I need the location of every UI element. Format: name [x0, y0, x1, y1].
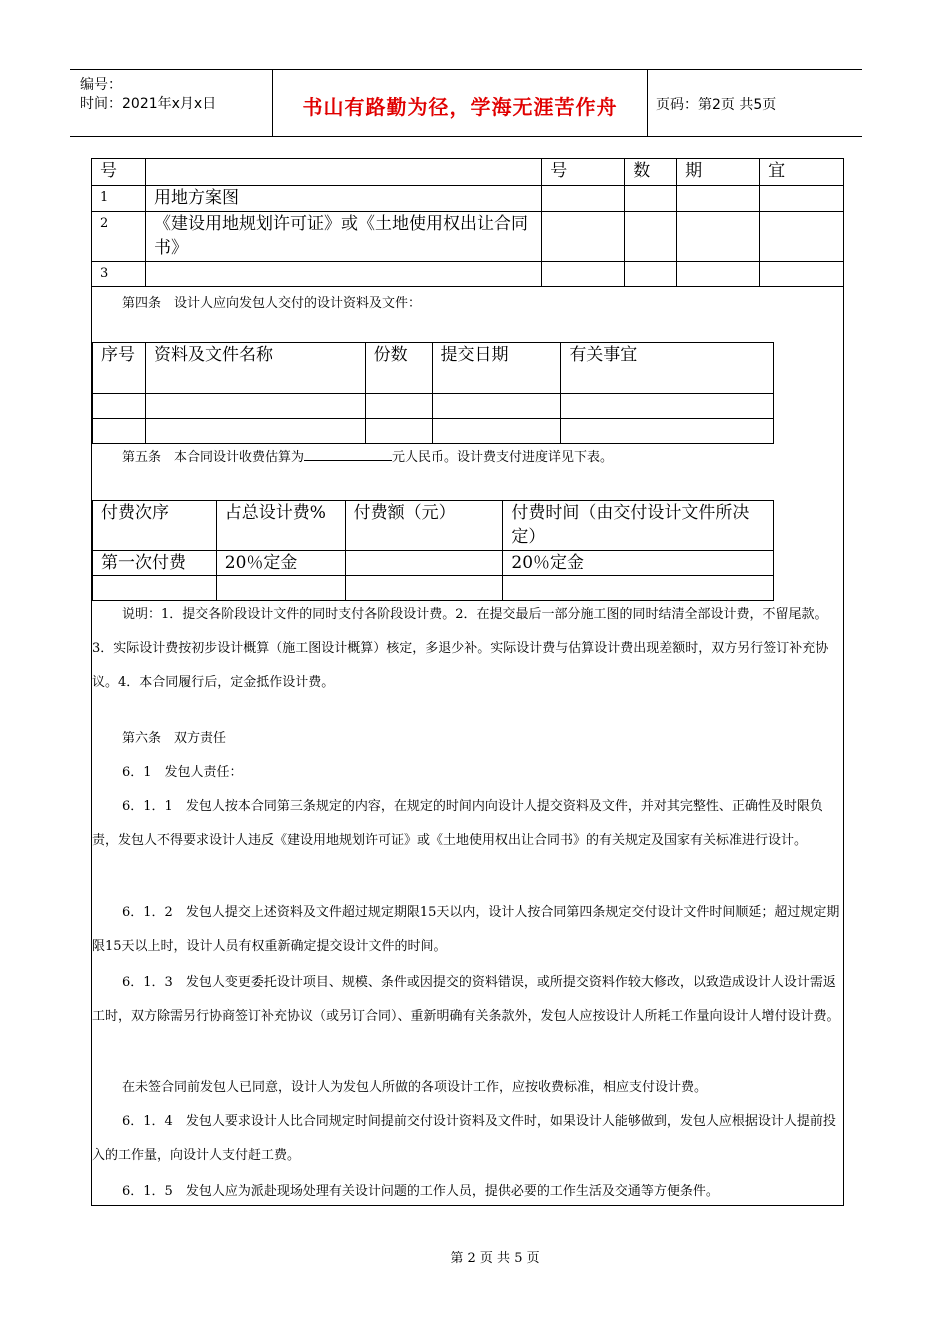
table-row: [93, 394, 774, 419]
document-number-label: 编号：: [80, 77, 122, 93]
table-header-cell: 序号: [93, 343, 146, 394]
table-row: [92, 262, 844, 287]
payment-schedule-table: [92, 500, 774, 601]
table-header-cell: 占总设计费%: [216, 501, 345, 551]
article-5-text: 元人民币。设计费支付进度详见下表。: [392, 450, 614, 465]
deliverables-table: [92, 342, 774, 444]
table-cell: 20％定金: [503, 551, 774, 576]
page-header: [70, 69, 862, 137]
header-page-cell: [648, 70, 862, 136]
table-row: [93, 551, 774, 576]
row-number: 1: [92, 186, 146, 212]
table-header-row: [93, 501, 774, 551]
article-6: 第六条 双方责任: [122, 731, 227, 746]
table-row: [92, 212, 844, 262]
materials-table-continued: [91, 158, 844, 287]
row-number: 2: [92, 212, 146, 262]
row-name: [145, 262, 541, 287]
table-row: [93, 419, 774, 444]
table-header-cell: 号: [92, 159, 146, 186]
table-header-cell: 付费额（元）: [345, 501, 503, 551]
table-header-cell: [145, 159, 541, 186]
header-meta: [70, 70, 273, 136]
table-header-cell: 宜: [760, 159, 844, 186]
table-header-row: [92, 159, 844, 186]
page-footer: 第 2 页 共 5 页: [450, 1251, 540, 1266]
table-header-cell: 期: [677, 159, 760, 186]
article-5-text: 第五条 本合同设计收费估算为: [122, 450, 305, 465]
header-slogan: 书山有路勤为径，学海无涯苦作舟: [302, 95, 618, 119]
section-6-1-3: 6．1．3 发包人变更委托设计项目、规模、条件或因提交的资料错误，或所提交资料作较大修改，以致造成设计人设计需返工时，双方除需另行协商签订补充协议（或另订合同）、重新明确有关条款外，发包人应按设计人所耗工作量向设计人增付设计费。: [92, 975, 840, 1024]
table-header-cell: 提交日期: [432, 343, 561, 394]
table-row: [93, 576, 774, 601]
fee-blank: [304, 448, 392, 461]
table-header-row: [93, 343, 774, 394]
table-cell: [345, 551, 503, 576]
table-header-cell: 有关事宜: [561, 343, 774, 394]
section-6-1-2: 6．1．2 发包人提交上述资料及文件超过规定期限15天以内，设计人按合同第四条规定交付设计文件时间顺延；超过规定期限15天以上时，设计人员有权重新确定提交设计文件的时间。: [92, 905, 840, 954]
table-cell: 第一次付费: [93, 551, 217, 576]
table-cell: 20％定金: [216, 551, 345, 576]
header-page-number: 页码：第2页 共5页: [656, 97, 777, 113]
section-6-1-3-supplement: 在未签合同前发包人已同意，设计人为发包人所做的各项设计工作，应按收费标准，相应支付设计费。: [122, 1080, 708, 1095]
table-header-cell: 号: [542, 159, 625, 186]
document-time-label: 时间：2021年x月x日: [80, 96, 217, 112]
section-6-1-4: 6．1．4 发包人要求设计人比合同规定时间提前交付设计资料及文件时，如果设计人能够做到，发包人应根据设计人提前投入的工作量，向设计人支付赶工费。: [92, 1114, 836, 1163]
section-6-1-1: 6．1．1 发包人按本合同第三条规定的内容，在规定的时间内向设计人提交资料及文件，并对其完整性、正确性及时限负责，发包人不得要求设计人违反《建设用地规划许可证》或《土地使用权出让合同书》的有关规定及国家有关标准进行设计。: [92, 799, 823, 848]
table-header-cell: 份数: [365, 343, 432, 394]
row-name: 用地方案图: [145, 186, 541, 212]
section-6-1: 6．1 发包人责任：: [122, 765, 243, 780]
table-header-cell: 数: [625, 159, 677, 186]
payment-note: 说明：1．提交各阶段设计文件的同时支付各阶段设计费。2．在提交最后一部分施工图的同时结清全部设计费，不留尾款。3．实际设计费按初步设计概算（施工图设计概算）核定，多退少补。实际设计费与估算设计费出现差额时，双方另行签订补充协议。4．本合同履行后，定金抵作设计费。: [92, 607, 829, 690]
section-6-1-5: 6．1．5 发包人应为派赴现场处理有关设计问题的工作人员，提供必要的工作生活及交通等方便条件。: [122, 1184, 719, 1199]
row-number: 3: [92, 262, 146, 287]
article-4: 第四条 设计人应向发包人交付的设计资料及文件：: [122, 296, 422, 311]
table-header-cell: 付费时间（由交付设计文件所决定）: [503, 501, 774, 551]
table-header-cell: 付费次序: [93, 501, 217, 551]
article-5: [122, 441, 613, 475]
header-slogan-cell: [273, 70, 648, 136]
row-name: 《建设用地规划许可证》或《土地使用权出让合同书》: [145, 212, 541, 262]
table-header-cell: 资料及文件名称: [145, 343, 365, 394]
table-row: [92, 186, 844, 212]
